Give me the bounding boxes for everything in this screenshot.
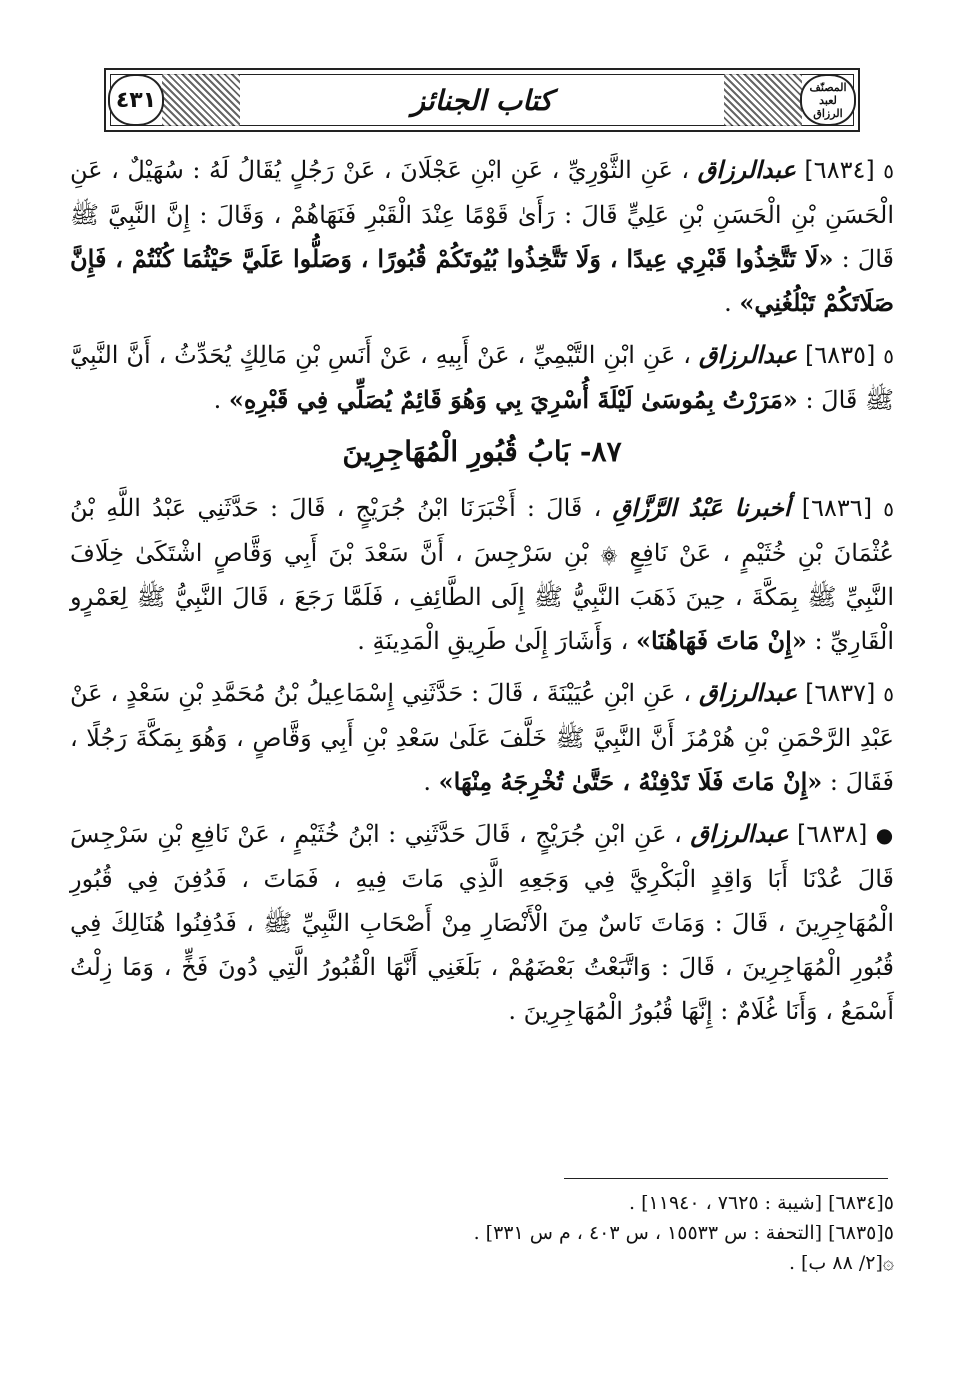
hadith-text: ، عَنِ الثَّوْرِيِّ ، عَنِ ابْنِ عَجْلَانَ ، عَنْ رَجُلٍ يُقَالُ لَهُ : سُهَيْلٌ ، عَنِ الْحَسَنِ بْنِ الْحَسَنِ بْنِ عَلِيٍّ قَالَ : رَأَىٰ قَوْمًا عِنْدَ الْقَبْرِ فَنَهَاهُمْ ، وَقَالَ : إِنَّ النَّبِيَّ ﷺ قَالَ : (70, 156, 894, 273)
hadith-number: [٦٨٣٦] (801, 494, 873, 522)
hadith-marker: ● (875, 823, 894, 847)
hadith-text-end: ، وَأَشَارَ إِلَىٰ طَرِيقِ الْمَدِينَةِ . (357, 627, 629, 655)
hadith-text-end: . (423, 768, 432, 796)
hadith-number: [٦٨٣٥] (805, 341, 876, 369)
hadith-source: عبدالرزاق (697, 155, 796, 184)
footnote: ۞[٢/ ٨٨ ب] . (788, 1252, 894, 1274)
chapter-heading: ٨٧- بَابُ قُبُورِ الْمُهَاجِرِينَ (342, 435, 622, 468)
hadith-quote: «مَرَرْتُ بِمُوسَىٰ لَيْلَةَ أُسْرِيَ بِي وَهُوَ قَائِمٌ يُصَلِّي فِي قَبْرِهِ» (228, 385, 798, 414)
footnote: ٥[٦٨٣٥] [التحفة : س ١٥٥٣٣ ، س ٤٠٣ ، م س ٣٣١] . (473, 1222, 894, 1244)
page-number: ٤٣١ (108, 74, 164, 126)
hadith-number: [٦٨٣٨] (797, 820, 868, 848)
hadith-quote: «إِنْ مَاتَ فَلَا تَدْفِنْهُ ، حَتَّىٰ تُخْرِجَهُ مِنْهَا» (438, 767, 823, 796)
hadith-marker: ٥ (883, 159, 894, 183)
book-logo-badge: المصنّف لعبد الرزاق (800, 74, 856, 126)
hadith-text: ، عَنِ ابْنِ جُرَيْجٍ ، قَالَ حَدَّثَنِي : ابْنُ خُثَيْمٍ ، عَنْ نَافِعِ بْنِ سَرْجِسَ قَالَ عُدْنَا أَبَا وَاقِدٍ الْبَكْرِيَّ فِي وَجَعِهِ الَّذِي مَاتَ فِيهِ ، فَمَاتَ ، فَدُفِنَ فِي قُبُورِ الْمُهَاجِرِينَ ، قَالَ : وَمَاتَ نَاسٌ مِنَ الْأَنْصَارِ مِنْ أَصْحَابِ النَّبِيِّ ﷺ ، فَدُفِنُوا هُنَالِكَ فِي قُبُورِ الْمُهَاجِرِينَ ، قَالَ : وَاتَّبَعْتُ بَعْضَهُمْ ، بَلَغَنِي أَنَّهَا الْقُبُورُ الَّتِي دُونَ فَخٍّ ، وَمَا زِلْتُ أَسْمَعُ ، وَأَنَا غُلَامٌ : إِنَّهَا قُبُورُ الْمُهَاجِرِينَ . (70, 820, 894, 1025)
hadith-source: عبدالرزاق (698, 678, 798, 707)
hadith-paragraph (70, 148, 894, 325)
hadith-source: عبدالرزاق (698, 340, 798, 369)
hadith-source: عبدالرزاق (690, 819, 789, 848)
hadith-marker: ٥ (883, 344, 894, 368)
hadith-number: [٦٨٣٧] (805, 679, 876, 707)
hadith-quote: «إِنْ مَاتَ فَهَاهُنَا» (636, 626, 807, 655)
hadith-text: ، عَنِ ابْنِ عُيَيْنَةَ ، قَالَ : حَدَّثَنِي إِسْمَاعِيلُ بْنُ مُحَمَّدِ بْنِ سَعْدٍ ، عَنْ عَبْدِ الرَّحْمَنِ بْنِ هُرْمُزَ أَنَّ النَّبِيَّ ﷺ خَلَّفَ عَلَىٰ سَعْدِ بْنِ أَبِي وَقَّاصٍ ، وَهُوَ بِمَكَّةَ رَجُلًا ، فَقَالَ : (70, 679, 894, 796)
footnote: ٥[٦٨٣٤] [شيبة : ٧٦٢٥ ، ١١٩٤٠] . (629, 1192, 894, 1214)
header-ornament-right (724, 74, 802, 126)
book-title: كتاب الجنائز (244, 78, 720, 122)
hadith-text-end: . (724, 289, 732, 317)
footnote-separator (564, 1178, 888, 1179)
hadith-marker: ٥ (883, 682, 894, 706)
hadith-text: ، قَالَ : أَخْبَرَنَا ابْنُ جُرَيْجٍ ، قَالَ : حَدَّثَنِي عَبْدُ اللَّهِ بْنُ عُثْمَانَ بْنِ خُثَيْمٍ ، عَنْ نَافِعٍ ۞ بْنِ سَرْجِسَ ، أَنَّ سَعْدَ بْنَ أَبِي وَقَّاصٍ اشْتَكَىٰ خِلَافَ النَّبِيِّ ﷺ بِمَكَّةَ ، حِينَ ذَهَبَ النَّبِيُّ ﷺ إِلَى الطَّائِفِ ، فَلَمَّا رَجَعَ ، قَالَ النَّبِيُّ ﷺ لِعَمْرٍو الْقَارِيِّ : (70, 494, 895, 655)
header-ornament-left (162, 74, 240, 126)
page-header (104, 68, 860, 132)
hadith-paragraph (70, 671, 894, 804)
hadith-text-end: . (213, 386, 222, 414)
main-text (70, 148, 894, 1041)
hadith-paragraph (70, 333, 894, 422)
hadith-marker: ٥ (883, 497, 894, 521)
hadith-paragraph (70, 812, 894, 1033)
footnotes (300, 1188, 894, 1278)
hadith-quote: «لَا تَتَّخِذُوا قَبْرِي عِيدًا ، وَلَا تَتَّخِذُوا بُيُوتَكُمْ قُبُورًا ، وَصَلُّوا عَلَيَّ حَيْثُمَا كُنْتُمْ ، فَإِنَّ صَلَاتَكُمْ تَبْلُغُنِي» (70, 244, 894, 317)
hadith-source: أخبرنا عَبْدُ الرَّزَّاقِ (612, 493, 791, 522)
hadith-number: [٦٨٣٤] (804, 156, 875, 184)
hadith-paragraph (70, 486, 894, 663)
hadith-text: ، عَنِ ابْنِ التَّيْمِيِّ ، عَنْ أَبِيهِ ، عَنْ أَنَسِ بْنِ مَالِكٍ يُحَدِّثُ ، أَنَّ النَّبِيَّ ﷺ قَالَ : (70, 341, 894, 414)
